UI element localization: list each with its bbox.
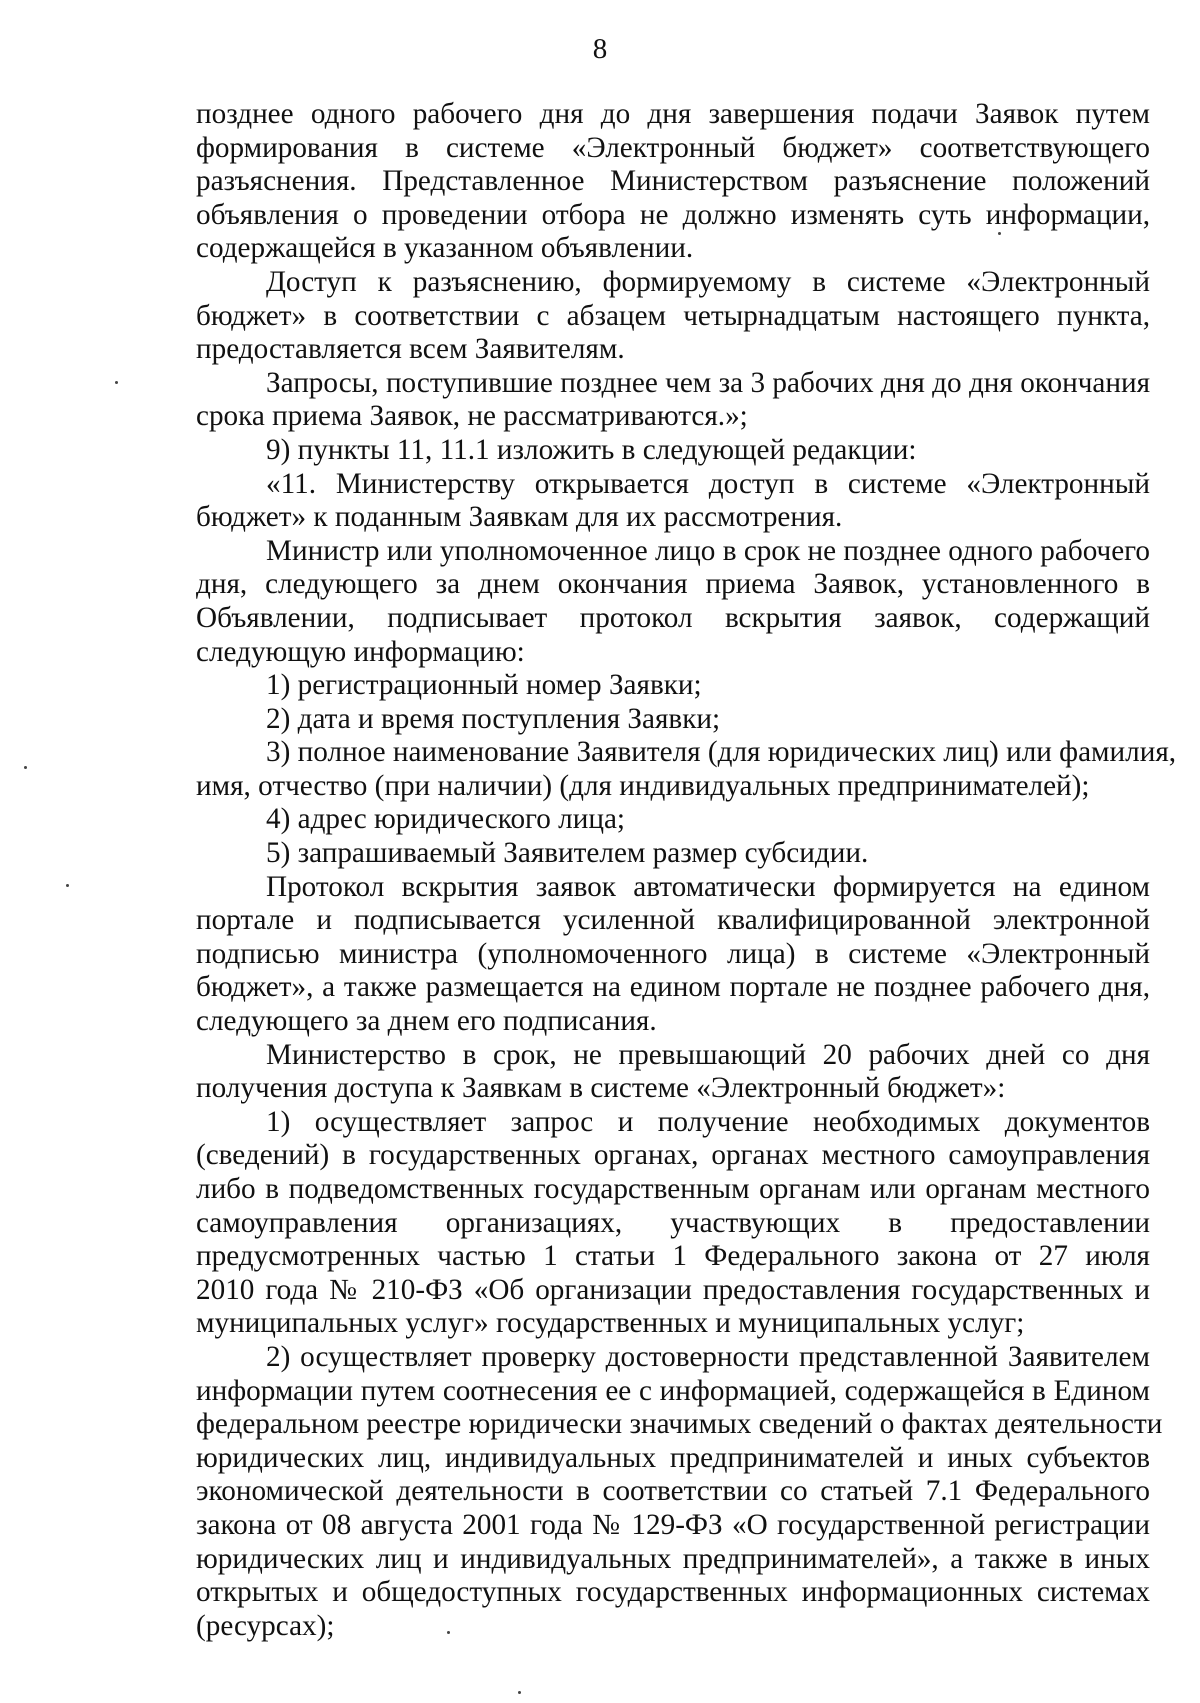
text-line: (сведений) в государственных органах, органах местного самоуправления [196,1139,1150,1172]
paragraph-first-line: «11. Министерству открывается доступ в системе «Электронный [266,467,1150,500]
scan-speck [24,766,27,769]
text-line: следующего за днем его подписания. [196,1005,657,1038]
scan-speck [66,884,69,887]
text-line: 2010 года № 210-ФЗ «Об организации предоставления государственных и [196,1273,1150,1306]
text-line: Объявлении, подписывает протокол вскрытия заявок, содержащий [196,601,1150,634]
paragraph-first-line: 4) адрес юридического лица; [266,803,626,836]
text-line: портале и подписывается усиленной квалифицированной электронной [196,904,1150,937]
text-line: позднее одного рабочего дня до дня завершения подачи Заявок путем [196,98,1150,130]
text-line: самоуправления организациях, участвующих в предоставлении [196,1206,1150,1239]
text-line: получения доступа к Заявкам в системе «Электронный бюджет»: [196,1072,1006,1105]
text-line: бюджет», а также размещается на едином портале не позднее рабочего дня, [196,971,1150,1004]
scan-speck [447,1631,450,1634]
text-line: объявления о проведении отбора не должно изменять суть информации, [196,198,1150,231]
text-line: разъяснения. Представленное Министерством разъяснение положений [196,165,1150,198]
text-line: срока приема Заявок, не рассматриваются.»; [196,400,748,433]
text-line: формирования в системе «Электронный бюджет» соответствующего [196,131,1150,164]
text-line: предусмотренных частью 1 статьи 1 Федерального закона от 27 июля [196,1240,1150,1273]
paragraph-first-line: 3) полное наименование Заявителя (для юридических лиц) или фамилия, [266,736,1177,769]
paragraph-first-line: 1) регистрационный номер Заявки; [266,669,702,702]
text-line: дня, следующего за днем окончания приема Заявок, установленного в [196,568,1150,601]
text-line: муниципальных услуг» государственных и муниципальных услуг; [196,1307,1025,1340]
text-line: предоставляется всем Заявителям. [196,333,625,366]
text-line: информации путем соотнесения ее с информацией, содержащейся в Едином [196,1374,1150,1407]
paragraph-first-line: Протокол вскрытия заявок автоматически формируется на едином [266,870,1150,903]
text-line: содержащейся в указанном объявлении. [196,232,694,265]
paragraph-first-line: 5) запрашиваемый Заявителем размер субсидии. [266,837,869,870]
text-line: имя, отчество (при наличии) (для индивидуальных предпринимателей); [196,769,1090,802]
text-line: федеральном реестре юридически значимых сведений о фактах деятельности [196,1408,1163,1441]
text-line: юридических лиц, индивидуальных предпринимателей и иных субъектов [196,1441,1150,1474]
paragraph-first-line: Министр или уполномоченное лицо в срок не позднее одного рабочего [266,534,1150,567]
text-line: подписью министра (уполномоченного лица) в системе «Электронный [196,937,1150,970]
text-line: либо в подведомственных государственным органам или органам местного [196,1173,1150,1205]
page-number: 8 [592,33,608,65]
text-line: (ресурсах); [196,1609,335,1642]
paragraph-first-line: 2) дата и время поступления Заявки; [266,702,721,735]
scan-speck [518,1691,521,1694]
paragraph-first-line: Министерство в срок, не превышающий 20 рабочих дней со дня [266,1038,1150,1071]
paragraph-first-line: 1) осуществляет запрос и получение необходимых документов [266,1105,1150,1138]
text-line: закона от 08 августа 2001 года № 129-ФЗ «О государственной регистрации [196,1508,1150,1541]
text-line: бюджет» к поданным Заявкам для их рассмотрения. [196,501,843,534]
scan-speck [115,381,118,384]
text-line: следующую информацию: [196,635,525,668]
document-body [196,98,1177,1643]
text-line: открытых и общедоступных государственных информационных системах [196,1576,1150,1609]
paragraph-first-line: 2) осуществляет проверку достоверности представленной Заявителем [266,1340,1150,1373]
scan-speck [998,232,1001,235]
text-line: бюджет» в соответствии с абзацем четырнадцатым настоящего пункта, [196,299,1150,332]
text-line: юридических лиц и индивидуальных предпринимателей», а также в иных [196,1542,1150,1575]
text-line: экономической деятельности в соответствии со статьей 7.1 Федерального [196,1475,1150,1508]
paragraph-first-line: 9) пункты 11, 11.1 изложить в следующей редакции: [266,433,917,466]
paragraph-first-line: Запросы, поступившие позднее чем за 3 рабочих дня до дня окончания [266,366,1150,399]
paragraph-first-line: Доступ к разъяснению, формируемому в системе «Электронный [266,265,1150,298]
